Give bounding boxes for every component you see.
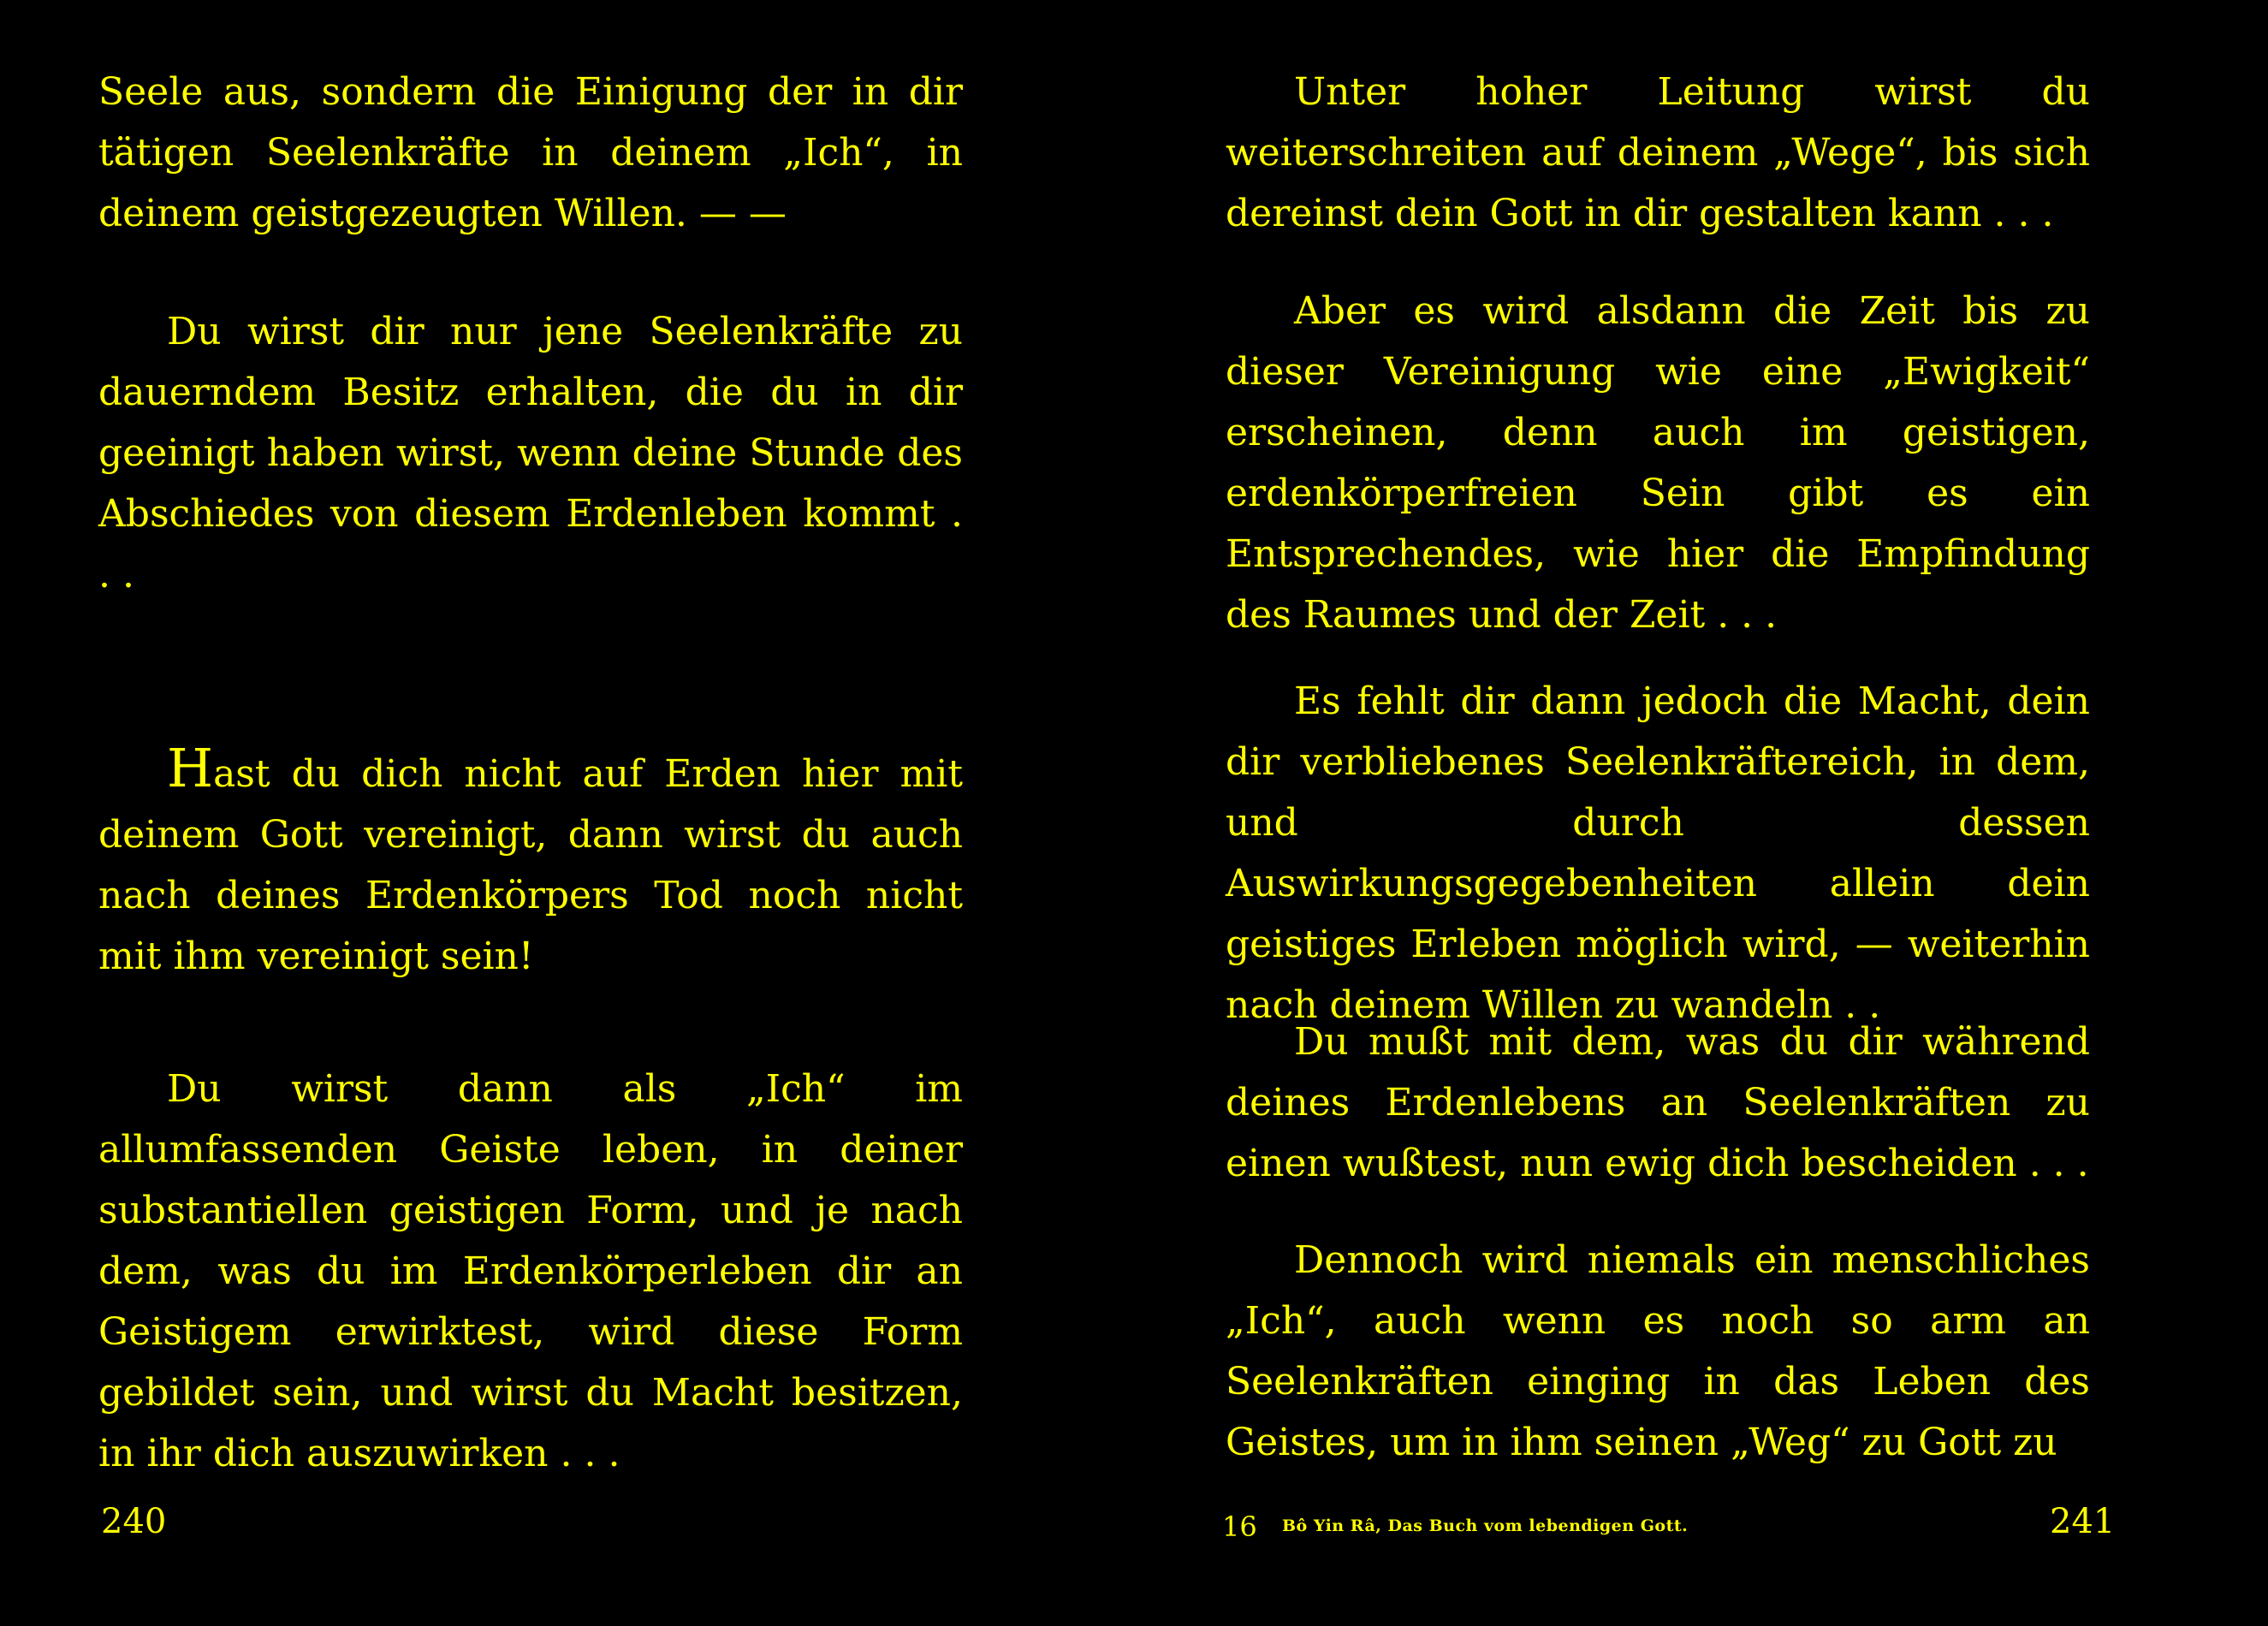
right-paragraph-1: Unter hoher Leitung wirst du weiterschreiten auf deinem „Wege“, bis sich dereinst dein Gott in dir gestalten kann . . . <box>1226 70 2090 235</box>
left-page <box>98 62 963 1585</box>
right-paragraph-5: Dennoch wird niemals ein menschliches „Ich“, auch wenn es noch so arm an Seelenkräften einging in das Leben des Geistes, um in ihm seinen „Weg“ zu Gott zu <box>1226 1238 2090 1464</box>
right-paragraph-2: Aber es wird alsdann die Zeit bis zu dieser Vereinigung wie eine „Ewigkeit“ erscheinen, denn auch im geistigen, erdenkörperfreien Sein gibt es ein Entsprechendes, wie hier die Empfindung des Raumes und der Zeit . . . <box>1226 289 2090 637</box>
left-paragraph-4: Du wirst dann als „Ich“ im allumfassenden Geiste leben, in deiner substantiellen geistigen Form, und je nach dem, was du im Erdenkörperleben dir an Geistigem erwirktest, wird diese Form gebildet sein, und wirst du Macht besitzen, in ihr dich auszuwirken . . . <box>98 1067 963 1475</box>
right-paragraph-3: Es fehlt dir dann jedoch die Macht, dein dir verbliebenes Seelenkräftereich, in dem, und durch dessen Auswirkungsgegebenheiten allein dein geistiges Erleben möglich wird, — weiterhin nach deinem Willen zu wandeln . . <box>1226 679 2090 1027</box>
book-imprint: Bô Yin Râ, Das Buch vom lebendigen Gott. <box>1282 1516 1689 1535</box>
right-page-number: 241 <box>2050 1502 2116 1541</box>
drop-cap: H <box>167 737 214 799</box>
left-paragraph-3 <box>98 738 963 987</box>
right-paragraph-4: Du mußt mit dem, was du dir während deines Erdenlebens an Seelenkräften zu einen wußtest, nun ewig dich bescheiden . . . <box>1226 1020 2090 1185</box>
signature-mark: 16 <box>1222 1510 1257 1543</box>
left-paragraph-2: Du wirst dir nur jene Seelenkräfte zu dauerndem Besitz erhalten, die du in dir geeinigt haben wirst, wenn deine Stunde des Abschiedes von diesem Erdenleben kommt . . . <box>98 310 963 596</box>
left-page-number: 240 <box>101 1502 167 1541</box>
left-paragraph-1: Seele aus, sondern die Einigung der in dir tätigen Seelenkräfte in deinem „Ich“, in deinem geistgezeugten Willen. — — <box>98 70 963 235</box>
right-page <box>1226 62 2090 1585</box>
left-paragraph-3-text: ast du dich nicht auf Erden hier mit deinem Gott vereinigt, dann wirst du auch nach deines Erdenkörpers Tod noch nicht mit ihm vereinigt sein! <box>98 752 963 978</box>
